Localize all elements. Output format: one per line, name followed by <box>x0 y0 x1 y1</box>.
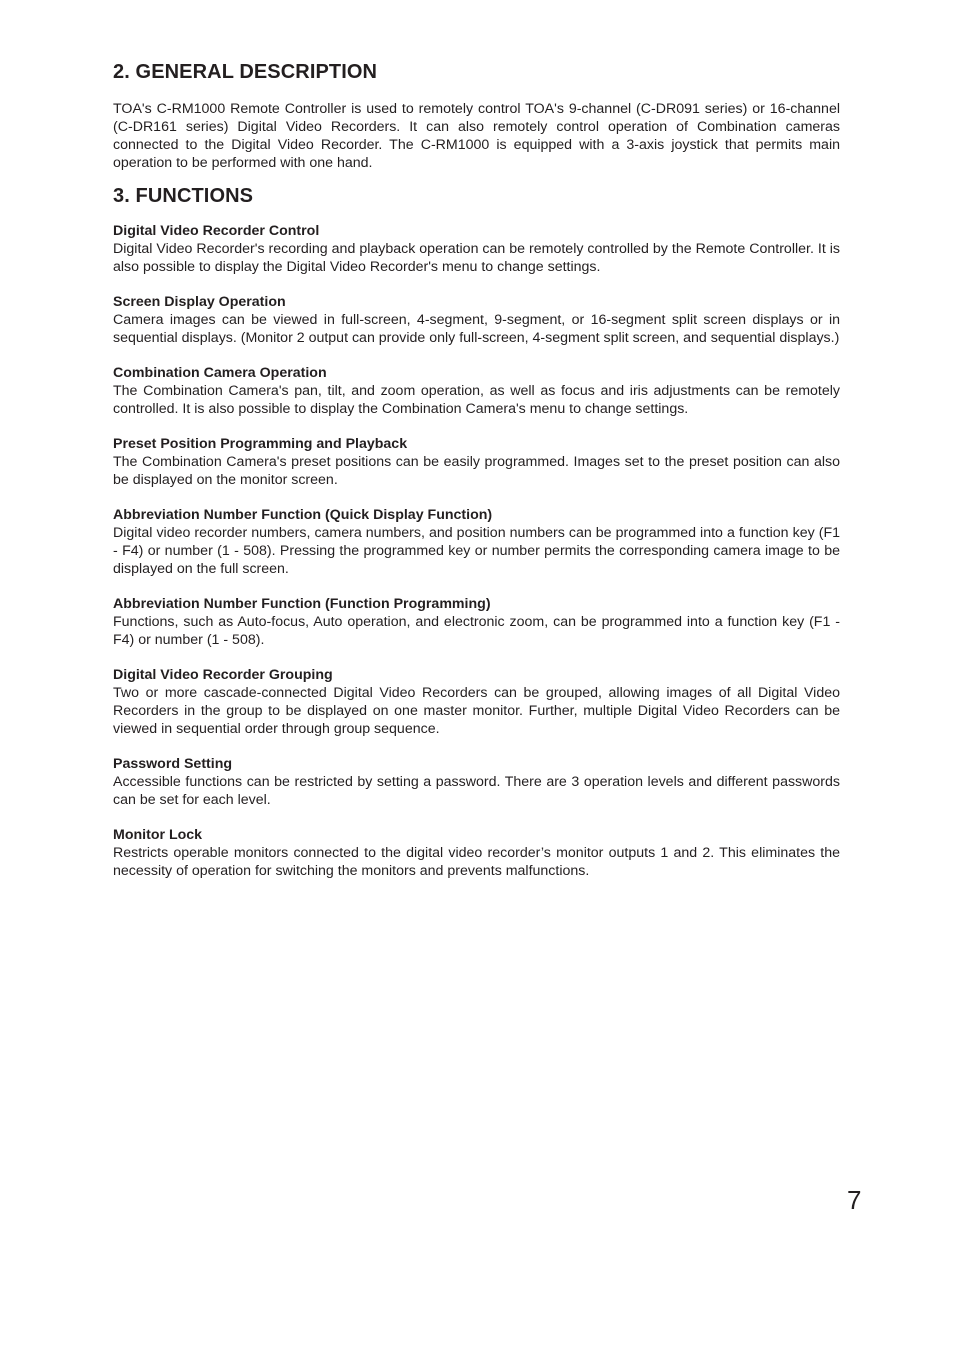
general-description-text: TOA's C-RM1000 Remote Controller is used to remotely control TOA's 9-channel (C-DR091 series) or 16-channel (C-DR161 series) Digital Video Recorders. It can also remotely control operation of Combination cameras connected to the Digital Video Recorder. The C-RM1000 is equipped with a 3-axis joystick that permits main operation to be performed with one hand. <box>113 101 840 171</box>
function-title: Digital Video Recorder Grouping <box>113 667 333 683</box>
function-item-combination-camera <box>113 364 840 418</box>
function-item-dvr-control <box>113 222 840 276</box>
function-description: The Combination Camera's preset positions can be easily programmed. Images set to the preset position can also be displayed on the monitor screen. <box>113 454 840 488</box>
function-item-dvr-grouping <box>113 666 840 738</box>
function-description: Digital Video Recorder's recording and playback operation can be remotely controlled by the Remote Controller. It is also possible to display the Digital Video Recorder's menu to change settings. <box>113 241 840 275</box>
function-title: Preset Position Programming and Playback <box>113 436 408 452</box>
function-description: Functions, such as Auto-focus, Auto operation, and electronic zoom, can be programmed into a function key (F1 - F4) or number (1 - 508). <box>113 614 840 648</box>
function-title: Abbreviation Number Function (Function Programming) <box>113 596 491 612</box>
general-description-heading: 2. GENERAL DESCRIPTION <box>113 61 378 83</box>
function-item-password-setting <box>113 755 840 809</box>
function-title: Monitor Lock <box>113 827 203 843</box>
function-title: Screen Display Operation <box>113 294 286 310</box>
functions-heading: 3. FUNCTIONS <box>113 185 254 207</box>
function-description: Restricts operable monitors connected to the digital video recorder’s monitor outputs 1 and 2. This eliminates the necessity of operation for switching the monitors and prevents malfunctions. <box>113 845 840 879</box>
page-content <box>113 58 840 897</box>
function-item-monitor-lock <box>113 826 840 880</box>
function-description: Two or more cascade-connected Digital Video Recorders can be grouped, allowing images of all Digital Video Recorders in the group to be displayed on one master monitor. Further, multiple Digital Video Recorders can be viewed in sequential order through group sequence. <box>113 685 840 737</box>
function-item-quick-display <box>113 506 840 578</box>
function-description: The Combination Camera's pan, tilt, and zoom operation, as well as focus and iris adjustments can be remotely controlled. It is also possible to display the Combination Camera's menu to change settings. <box>113 383 840 417</box>
function-description: Accessible functions can be restricted by setting a password. There are 3 operation levels and different passwords can be set for each level. <box>113 774 840 808</box>
function-title: Password Setting <box>113 756 233 772</box>
function-title: Combination Camera Operation <box>113 365 327 381</box>
function-description: Camera images can be viewed in full-screen, 4-segment, 9-segment, or 16-segment split screen displays or in sequential displays. (Monitor 2 output can provide only full-screen, 4-segment split screen, and sequential displays.) <box>113 312 840 346</box>
function-item-function-programming <box>113 595 840 649</box>
function-title: Digital Video Recorder Control <box>113 223 320 239</box>
page-number: 7 <box>847 1185 862 1215</box>
function-title: Abbreviation Number Function (Quick Display Function) <box>113 507 493 523</box>
function-description: Digital video recorder numbers, camera numbers, and position numbers can be programmed into a function key (F1 - F4) or number (1 - 508). Pressing the programmed key or number permits the corresponding camera image to be displayed on the full screen. <box>113 525 840 577</box>
function-item-preset-position <box>113 435 840 489</box>
functions-list <box>113 222 840 880</box>
function-item-screen-display <box>113 293 840 347</box>
